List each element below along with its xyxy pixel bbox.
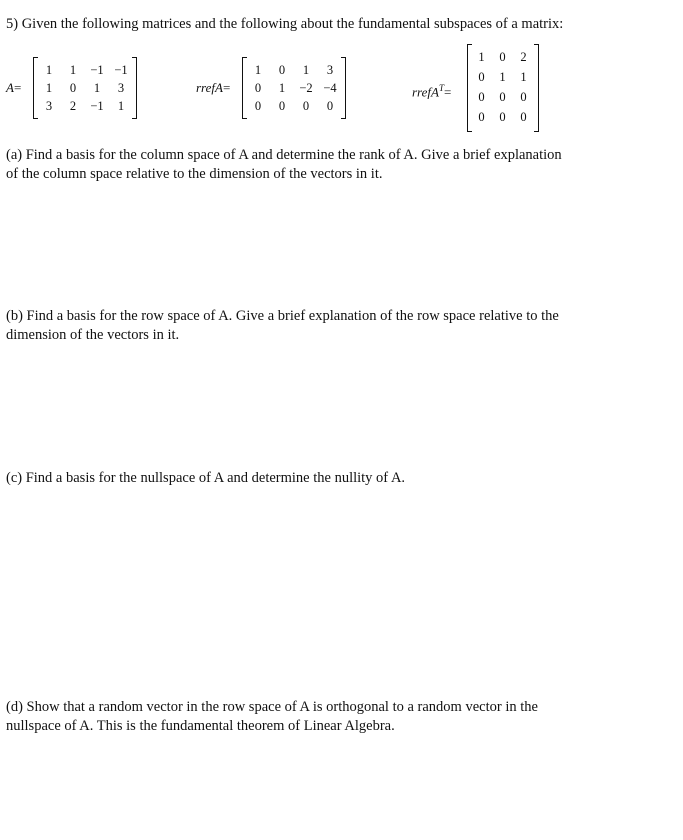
- matrix-rrefat-cell: 1: [478, 50, 485, 64]
- matrix-rrefat-cell: 0: [520, 90, 527, 104]
- part-a-text-line-2: of the column space relative to the dimension of the vectors in it.: [6, 166, 383, 182]
- matrix-rrefa-label: [196, 80, 230, 96]
- matrix-a-cell: 3: [117, 81, 125, 95]
- matrix-rrefa-equals: =: [222, 80, 231, 95]
- matrix-rrefa-cell: 1: [278, 81, 286, 95]
- question-title: 5) Given the following matrices and the following about the fundamental subspaces of a matrix:: [6, 16, 564, 32]
- matrix-rrefa-name: rrefA: [196, 80, 223, 95]
- matrix-a-label: [6, 80, 21, 96]
- matrix-a-row: [33, 79, 137, 97]
- matrix-a-cell: −1: [114, 63, 128, 77]
- matrix-a-name: A: [6, 80, 14, 95]
- matrix-rrefa-cell: 1: [254, 63, 262, 77]
- matrix-rrefat-row: [467, 88, 539, 106]
- matrix-rrefat-row: [467, 108, 539, 126]
- matrix-rrefat-cell: 0: [499, 90, 506, 104]
- matrix-rrefa-cell: 0: [254, 99, 262, 113]
- matrix-rrefa-cell: 0: [254, 81, 262, 95]
- matrix-rrefat-cell: 0: [478, 110, 485, 124]
- matrix-a-cell: 0: [69, 81, 77, 95]
- matrix-rrefa-row: [242, 61, 346, 79]
- matrix-a-cell: 3: [45, 99, 53, 113]
- matrix-rrefa: [242, 57, 346, 119]
- matrix-a-cell: 1: [93, 81, 101, 95]
- matrix-rrefa-cell: 0: [278, 63, 286, 77]
- matrix-rrefat-cell: 0: [499, 110, 506, 124]
- matrix-rrefa-cell: 0: [302, 99, 310, 113]
- matrix-rrefat: [467, 44, 539, 132]
- part-b-text-line-1: (b) Find a basis for the row space of A. Give a brief explanation of the row space relative to the: [6, 308, 559, 324]
- matrix-rrefat-cell: 0: [478, 70, 485, 84]
- part-d-text-line-1: (d) Show that a random vector in the row space of A is orthogonal to a random vector in the: [6, 699, 538, 715]
- matrix-rrefat-cell: 1: [520, 70, 527, 84]
- matrix-a-cell: 1: [117, 99, 125, 113]
- matrix-rrefa-cell: −4: [323, 81, 337, 95]
- matrix-rrefat-cell: 0: [478, 90, 485, 104]
- matrix-rrefa-cell: −2: [299, 81, 313, 95]
- matrix-rrefat-cell: 2: [520, 50, 527, 64]
- matrix-a-cell: 1: [45, 63, 53, 77]
- matrix-rrefat-equals: =: [443, 84, 452, 100]
- matrix-a-cell: −1: [90, 99, 104, 113]
- matrix-a-cell: 2: [69, 99, 77, 113]
- matrix-rrefat-row: [467, 68, 539, 86]
- part-c-text-line-1: (c) Find a basis for the nullspace of A and determine the nullity of A.: [6, 470, 406, 486]
- matrix-rrefat-label: [412, 80, 451, 100]
- part-d-text-line-2: nullspace of A. This is the fundamental theorem of Linear Algebra.: [6, 718, 395, 734]
- matrix-a-cell: 1: [69, 63, 77, 77]
- part-b-text-line-2: dimension of the vectors in it.: [6, 327, 180, 343]
- matrix-rrefa-row: [242, 97, 346, 115]
- matrix-rrefa-cell: 3: [326, 63, 334, 77]
- matrix-a-row: [33, 97, 137, 115]
- matrix-rrefat-name: rrefA: [412, 84, 439, 100]
- part-a-text-line-1: (a) Find a basis for the column space of A and determine the rank of A. Give a brief explanation: [6, 147, 562, 163]
- matrix-rrefat-row: [467, 48, 539, 66]
- matrix-a-equals: =: [13, 80, 22, 95]
- matrix-rrefa-cell: 1: [302, 63, 310, 77]
- matrix-rrefat-cell: 0: [520, 110, 527, 124]
- matrix-rrefat-cell: 1: [499, 70, 506, 84]
- matrix-rrefat-superscript: T: [438, 83, 444, 93]
- matrix-rrefa-cell: 0: [278, 99, 286, 113]
- matrix-a-cell: 1: [45, 81, 53, 95]
- matrix-a-cell: −1: [90, 63, 104, 77]
- matrix-rrefa-cell: 0: [326, 99, 334, 113]
- matrix-rrefa-row: [242, 79, 346, 97]
- matrix-rrefat-cell: 0: [499, 50, 506, 64]
- matrix-a-row: [33, 61, 137, 79]
- matrix-a: [33, 57, 137, 119]
